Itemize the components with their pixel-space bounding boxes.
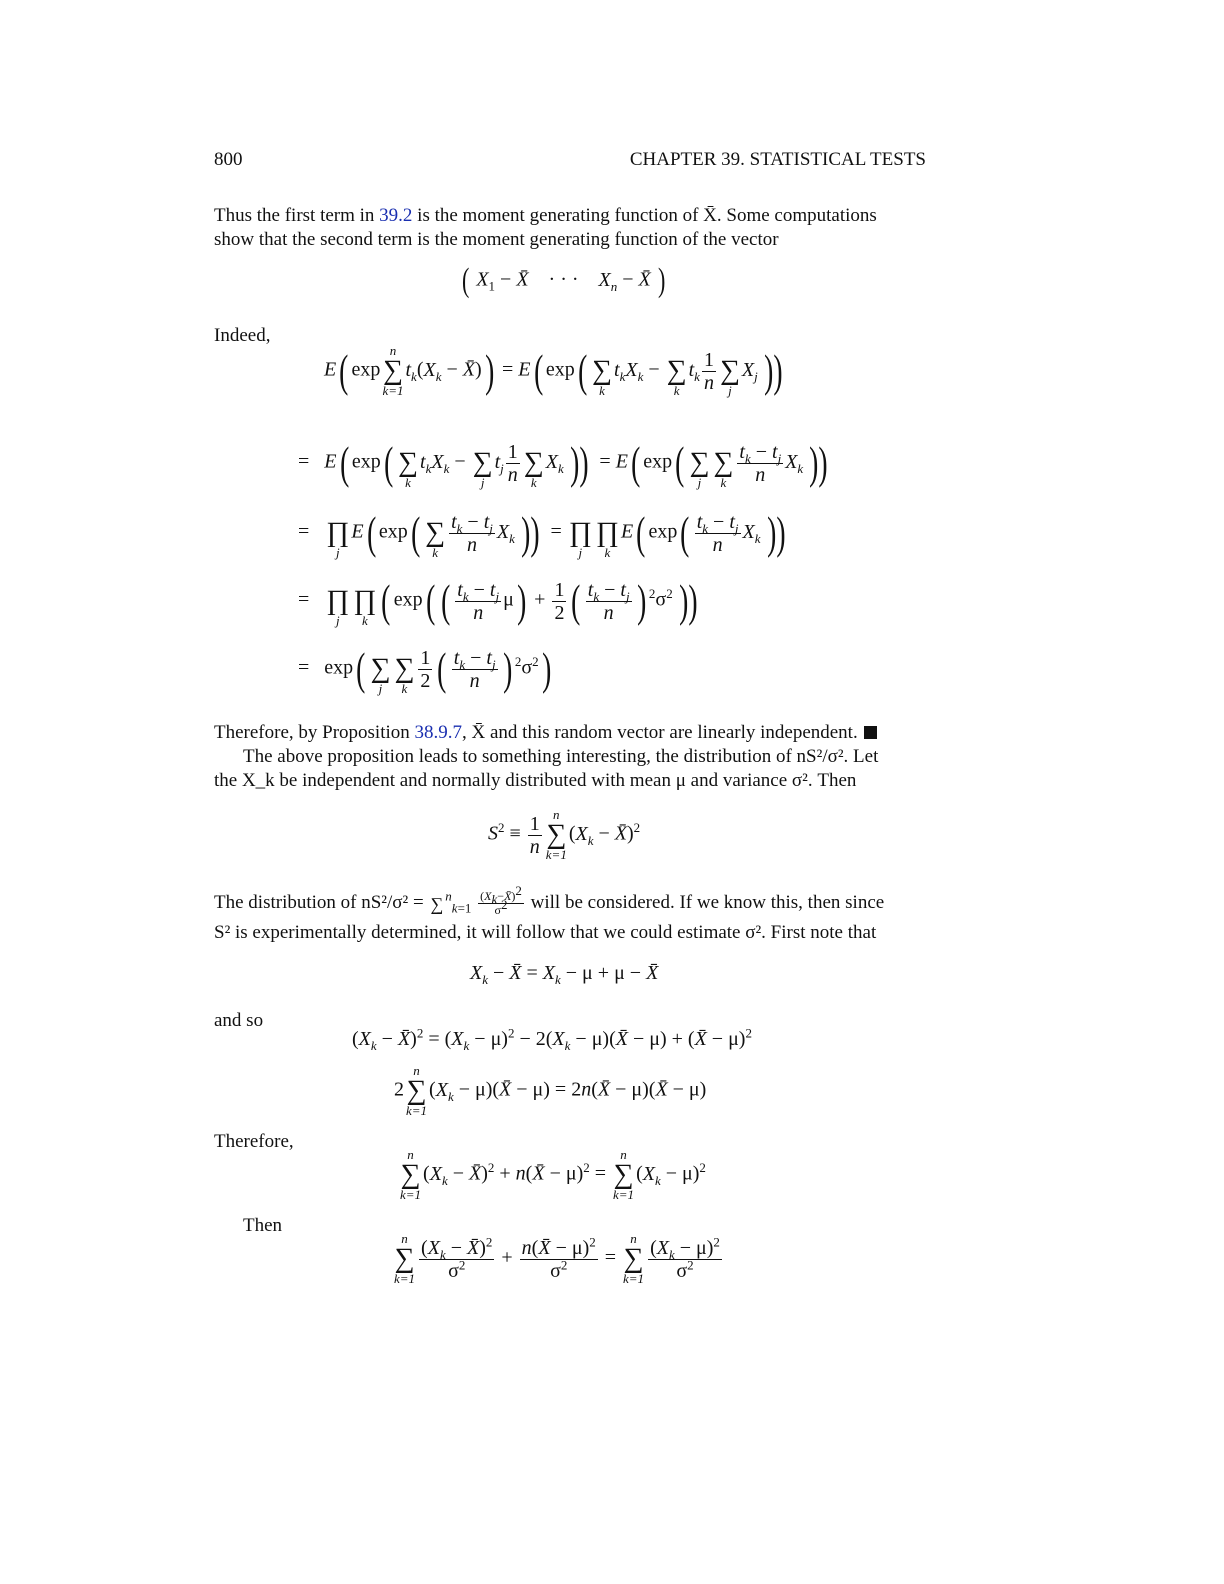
paragraph-line: S² is experimentally determined, it will follow that we could estimate σ². First note that: [214, 922, 877, 943]
mgf-equation-line-2: = E( exp( ∑ k $t_kX_k$ − ∑ j $t_j$ $\frac{1}{n}$ ∑ k $X_k$ )) = E( exp( ∑ j ∑ k $\frac{t_k - t_j}{n}$ $X_k$ )): [298, 437, 828, 490]
text: is the moment generating function of X̄. Some computations: [412, 205, 877, 226]
therefore-label: Therefore,: [214, 1131, 294, 1152]
vector-equation: ( $X_1$ − X̄ · · · $X_n$ − X̄ ): [461, 262, 666, 299]
sample-variance-equation: $S^2$ ≡ $\frac{1}{n}$ n ∑ k=1 ($X_k$ − X̄)$^2$: [488, 807, 641, 862]
normalized-sum-identity: n ∑ k=1 $\frac{(X_k - X̄)^2}{\sigma^2}$ + $\frac{n(X̄ - \mu)^2}{\sigma^2}$ = n ∑ k=1 $\frac{(X_k - \mu)^2}{\sigma^2}$: [394, 1231, 720, 1286]
mgf-equation-line-4: = ∏ j ∏ k ( exp( ( $\frac{t_k - t_j}{n}$ μ) + $\frac{1}{2}$ ( $\frac{t_k - t_j}{n}$ ) $^2\sigma^2$ )): [298, 575, 698, 628]
indeed-label: Indeed,: [214, 325, 271, 346]
text: Thus the first term in: [214, 205, 380, 226]
paragraph-line: The distribution of nS²/σ² = ∑ $^n_{k=1}$ $\frac{(X_k-X̄)^2}{\sigma^2}$ will be considered. If we know this, then since: [214, 883, 885, 917]
decomposition-equation: $X_k$ − X̄ = $X_k - \mu + \mu$ − X̄: [470, 962, 659, 987]
text: The distribution of nS²/σ² =: [214, 891, 429, 913]
page-number: 800: [214, 149, 243, 170]
paragraph-line: The above proposition leads to something interesting, the distribution of nS²/σ². Let: [243, 746, 879, 767]
mgf-equation-line-3: = ∏ j E( exp( ∑ k $\frac{t_k - t_j}{n}$ $X_k$ )) = ∏ j ∏ k E( exp( $\frac{t_k - t_j}{n}$ $X_k$ )): [298, 507, 786, 560]
text: Therefore, by Proposition: [214, 722, 415, 743]
sum-of-squares-identity: n ∑ k=1 ($X_k$ − X̄)$^2$ + n(X̄ − μ)$^2$ = n ∑ k=1 $(X_k - \mu)^2$: [400, 1147, 706, 1202]
squared-expansion-equation: ($X_k$ − X̄)$^2$ = $(X_k - \mu)^2 - 2(X_k$ − μ)(X̄ − μ) + (X̄ − μ)$^2$: [352, 1025, 752, 1053]
paragraph-line: show that the second term is the moment generating function of the vector: [214, 229, 779, 250]
equation-reference-link[interactable]: 39.2: [379, 205, 413, 226]
mgf-equation-line-1: E( exp n ∑ k=1 $t_k(X_k$ − X̄)) = E( exp( ∑ k $t_kX_k$ − ∑ k $t_k$ $\frac{1}{n}$ ∑ j $X_j$ )): [324, 343, 783, 398]
text: , X̄ and this random vector are linearly independent.: [462, 722, 858, 743]
text: will be considered. If we know this, then since: [525, 891, 885, 913]
proposition-reference-link[interactable]: 38.9.7: [414, 722, 463, 743]
then-label: Then: [243, 1215, 283, 1236]
qed-symbol: [864, 726, 877, 739]
mgf-equation-line-5: = exp( ∑ j ∑ k $\frac{1}{2}$ ( $\frac{t_k - t_j}{n}$ ) $^2\sigma^2$): [298, 643, 551, 696]
running-header: CHAPTER 39. STATISTICAL TESTS: [629, 149, 926, 170]
paragraph-line: [214, 204, 877, 228]
paragraph-line: the X_k be independent and normally distributed with mean μ and variance σ². Then: [214, 770, 857, 791]
and-so-label: and so: [214, 1010, 264, 1031]
paragraph-line: [214, 721, 877, 745]
cross-term-equation: 2 n ∑ k=1 ($X_k$ − μ)(X̄ − μ) = 2n(X̄ − μ)(X̄ − μ): [394, 1063, 707, 1118]
